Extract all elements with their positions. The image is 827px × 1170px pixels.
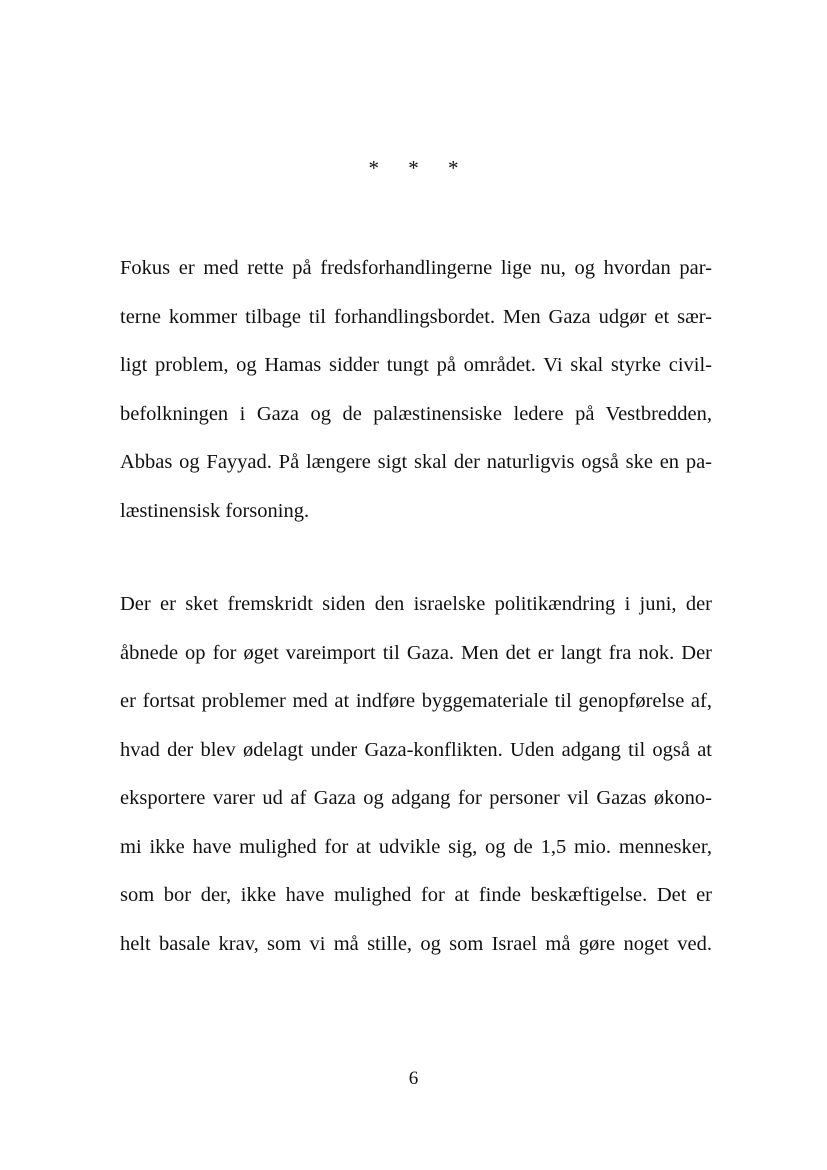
paragraph-line: Der er sket fremskridt siden den israelske politikændring i juni, der	[120, 593, 712, 615]
paragraph-line: Abbas og Fayyad. På længere sigt skal der naturligvis også ske en pa-	[120, 451, 712, 473]
paragraph-line: mi ikke have mulighed for at udvikle sig, og de 1,5 mio. mennesker,	[120, 835, 712, 858]
paragraph-line: terne kommer tilbage til forhandlingsbordet. Men Gaza udgør et sær-	[120, 305, 712, 328]
page-number: 6	[408, 1068, 419, 1089]
paragraph-1	[120, 254, 712, 545]
paragraph-2	[120, 590, 712, 978]
paragraph-line: helt basale krav, som vi må stille, og som Israel må gøre noget ved.	[120, 932, 712, 955]
paragraph-line: åbnede op for øget vareimport til Gaza. Men det er langt fra nok. Der	[120, 641, 712, 664]
paragraph-line: eksportere varer ud af Gaza og adgang for personer vil Gazas økono-	[120, 787, 712, 809]
paragraph-line: som bor der, ikke have mulighed for at finde beskæftigelse. Det er	[120, 884, 712, 906]
paragraph-line: er fortsat problemer med at indføre byggemateriale til genopførelse af,	[120, 690, 712, 712]
paragraph-line: Fokus er med rette på fredsforhandlingerne lige nu, og hvordan par-	[120, 257, 712, 279]
paragraph-line: ligt problem, og Hamas sidder tungt på området. Vi skal styrke civil-	[120, 354, 712, 376]
paragraph-line: læstinensisk forsoning.	[120, 499, 310, 522]
paragraph-line: befolkningen i Gaza og de palæstinensiske ledere på Vestbredden,	[120, 402, 712, 425]
section-separator: * * *	[368, 156, 471, 180]
paragraph-line: hvad der blev ødelagt under Gaza-konflikten. Uden adgang til også at	[120, 738, 712, 761]
